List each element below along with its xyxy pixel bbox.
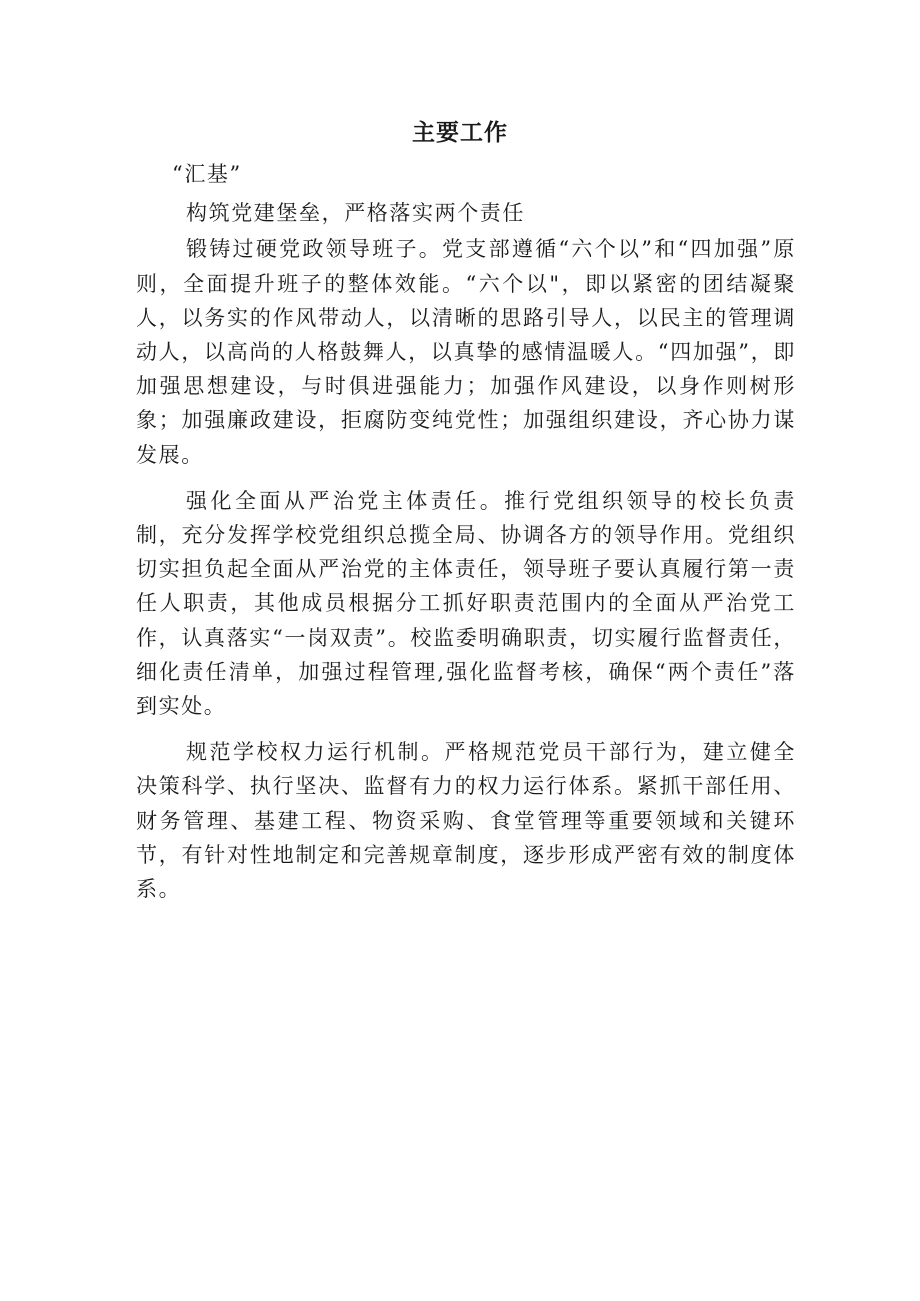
document-subtitle: “汇基” xyxy=(172,162,242,186)
paragraph-power-mechanism: 规范学校权力运行机制。严格规范党员干部行为，建立健全决策科学、执行坚决、监督有力的权力运行体系。紧抓干部任用、财务管理、基建工程、物资采购、食堂管理等重要领域和关键环节，有针对性地制定和完善规章制度，逐步形成严密有效的制度体系。 xyxy=(136,740,796,902)
page-title: 主要工作 xyxy=(412,120,508,146)
section-heading: 构筑党建堡垒，严格落实两个责任 xyxy=(186,201,525,226)
paragraph-responsibility: 强化全面从严治党主体责任。推行党组织领导的校长负责制，充分发挥学校党组织总揽全局、协调各方的领导作用。党组织切实担负起全面从严治党的主体责任，领导班子要认真履行第一责任人职责，其他成员根据分工抓好职责范围内的全面从严治党工作，认真落实“一岗双责”。校监委明确职责，切实履行监督责任，细化责任清单，加强过程管理,强化监督考核，确保“两个责任”落到实处。 xyxy=(136,488,796,719)
paragraph-leadership: 锻铸过硬党政领导班子。党支部遵循“六个以”和“四加强”原则，全面提升班子的整体效能。“六个以"，即以紧密的团结凝聚人，以务实的作风带动人，以清晰的思路引导人，以民主的管理调动人，以高尚的人格鼓舞人，以真挚的感情温暖人。“四加强”，即加强思想建设，与时俱进强能力；加强作风建设，以身作则树形象；加强廉政建设，拒腐防变纯党性；加强组织建设，齐心协力谋发展。 xyxy=(136,237,796,467)
document-body xyxy=(136,157,796,906)
